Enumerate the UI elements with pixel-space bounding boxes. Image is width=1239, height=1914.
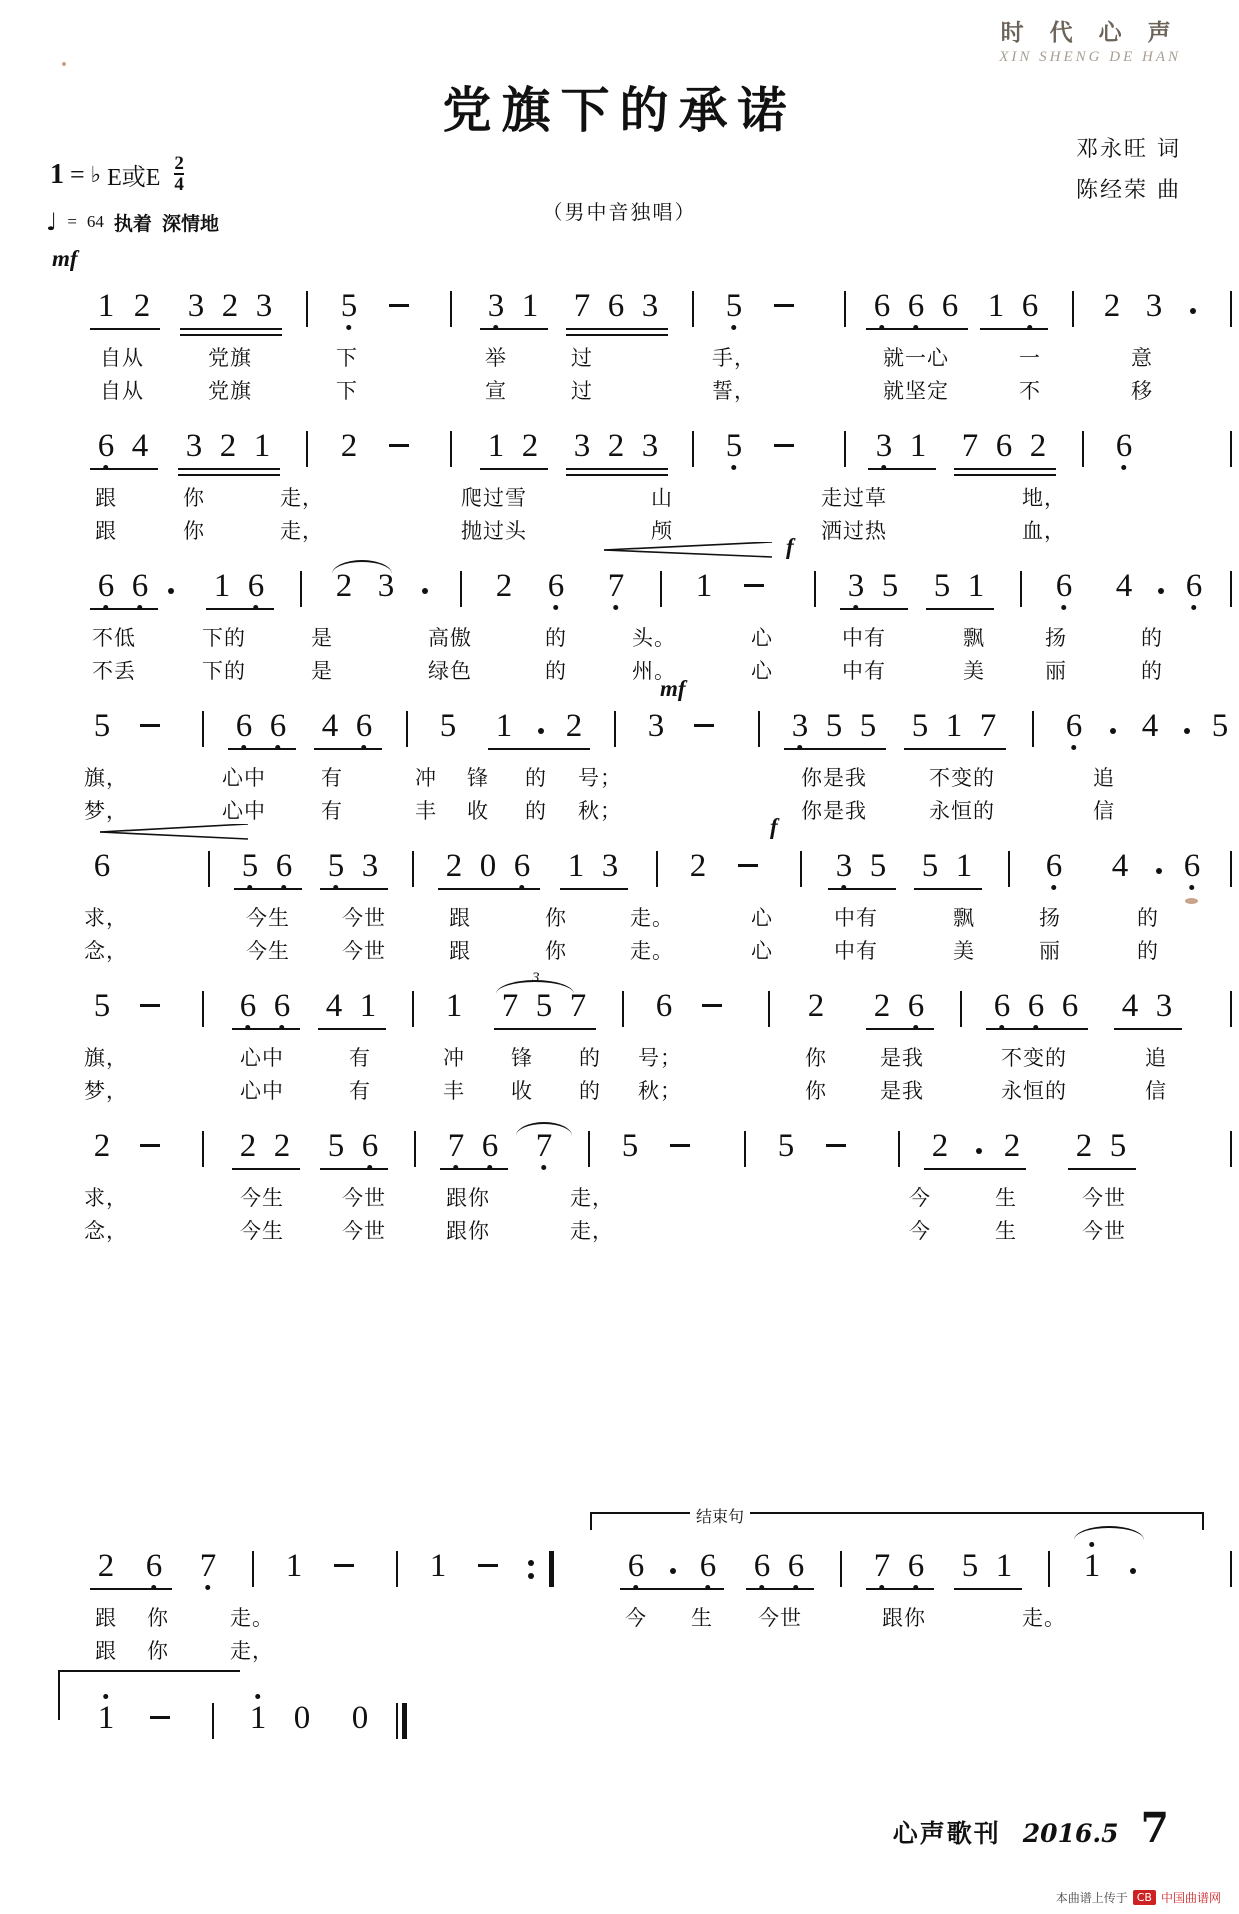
lyric-syllable: 收 <box>511 1079 533 1103</box>
lyrics-row-8a <box>44 1602 1194 1635</box>
notation-row-4: 5 6 6 4 6 5 1 2 3 3 5 5 5 1 7 6 4 5 <box>44 708 1194 762</box>
lyric-syllable: 你是我 <box>801 766 867 790</box>
lyrics-row-6a <box>44 1042 1194 1075</box>
lyric-syllable: 不丢 <box>92 659 136 683</box>
notation-row-8: 2 6 7 1 1 6 6 6 6 7 6 5 1 1 <box>44 1548 1194 1602</box>
lyric-syllable: 头。 <box>632 626 676 650</box>
lyric-syllable: 跟 <box>449 939 471 963</box>
lyric-syllable: 跟 <box>95 486 117 510</box>
lyrics-row-3a <box>44 622 1194 655</box>
meter-numerator: 2 <box>174 153 184 174</box>
lyric-syllable: 永恒的 <box>929 799 995 823</box>
lyric-syllable: 生 <box>691 1606 713 1630</box>
lyric-syllable: 走， <box>570 1186 614 1210</box>
lyric-syllable: 走， <box>230 1639 274 1663</box>
notation-row-9: 1 1 0 0 <box>44 1700 1194 1754</box>
lyric-syllable: 的 <box>1137 906 1159 930</box>
lyric-syllable: 下 <box>336 346 358 370</box>
lyric-syllable: 不变的 <box>929 766 995 790</box>
lyric-syllable: 信 <box>1145 1079 1167 1103</box>
subtitle: （男中音独唱） <box>542 200 697 224</box>
lyric-syllable: 的 <box>1141 626 1163 650</box>
lyric-syllable: 念， <box>84 1219 128 1243</box>
lyric-syllable: 意 <box>1131 346 1153 370</box>
lyric-syllable: 誓， <box>712 379 756 403</box>
lyric-syllable: 绿色 <box>428 659 472 683</box>
lyric-syllable: 心中 <box>222 799 266 823</box>
notation-row-7: 2 2 2 5 6 7 6 7 5 5 2 2 2 5 <box>44 1128 1194 1182</box>
lyric-syllable: 今生 <box>246 906 290 930</box>
lyric-syllable: 永恒的 <box>1001 1079 1067 1103</box>
lyric-syllable: 中有 <box>842 659 886 683</box>
lyric-syllable: 举 <box>485 346 507 370</box>
tempo-value: 64 <box>86 212 104 231</box>
lyric-syllable: 心中 <box>222 766 266 790</box>
lyrics-row-1b <box>44 375 1194 408</box>
lyric-syllable: 你 <box>805 1046 827 1070</box>
lyric-syllable: 跟 <box>95 1606 117 1630</box>
key-equals: = <box>70 159 85 189</box>
lyric-syllable: 地， <box>1022 486 1066 510</box>
lyrics-row-2a <box>44 482 1194 515</box>
lyric-syllable: 今世 <box>342 1186 386 1210</box>
lyric-syllable: 的 <box>545 659 567 683</box>
upload-credit-text: 本曲谱上传于 <box>1055 1891 1128 1905</box>
upload-credit <box>1056 1889 1221 1906</box>
lyric-syllable: 追 <box>1145 1046 1167 1070</box>
lyrics-row-6b <box>44 1075 1194 1108</box>
lyric-syllable: 追 <box>1093 766 1115 790</box>
expression-word-2: 深情地 <box>161 212 219 235</box>
lyric-syllable: 跟 <box>95 1639 117 1663</box>
lyric-syllable: 中有 <box>842 626 886 650</box>
lyric-syllable: 就一心 <box>883 346 949 370</box>
lyric-syllable: 扬 <box>1045 626 1067 650</box>
notation-row-5: 6 5 6 5 3 2 0 6 1 3 2 3 5 5 1 6 4 6 <box>44 848 1194 902</box>
lyric-syllable: 有 <box>349 1046 371 1070</box>
series-mark <box>999 14 1181 66</box>
lyric-syllable: 生 <box>995 1186 1017 1210</box>
site-name-link[interactable]: 中国曲谱网 <box>1160 1891 1221 1905</box>
paper-speck <box>62 62 66 66</box>
notation-row-3: 6 6 1 6 2 3 2 6 7 1 3 5 5 1 6 4 6 <box>44 568 1194 622</box>
lyric-syllable: 是 <box>311 659 333 683</box>
tempo-equals: = <box>67 212 77 231</box>
lyric-syllable: 你 <box>545 906 567 930</box>
lyric-syllable: 号； <box>578 766 622 790</box>
lyric-syllable: 走， <box>280 486 324 510</box>
lyric-syllable: 过 <box>571 346 593 370</box>
notation-row-1: 1 2 3 2 3 5 3 1 7 6 3 5 6 6 6 1 6 2 3 <box>44 288 1194 342</box>
lyric-syllable: 今世 <box>342 1219 386 1243</box>
lyric-syllable: 今世 <box>342 906 386 930</box>
lyric-syllable: 心 <box>751 906 773 930</box>
lyric-syllable: 自从 <box>100 346 144 370</box>
dynamic-f-2: f <box>770 814 778 839</box>
series-title-cn: 时 代 心 声 <box>1000 20 1180 46</box>
lyric-syllable: 求， <box>84 1186 128 1210</box>
lyrics-row-3b <box>44 655 1194 688</box>
notation-row-6: 5 6 6 4 1 1 7 5 7 6 2 2 6 6 6 6 4 3 <box>44 988 1194 1042</box>
publication-date: 2016.5 <box>1022 1819 1119 1848</box>
lyric-syllable: 党旗 <box>208 346 252 370</box>
lyric-syllable: 有 <box>321 766 343 790</box>
music-system-1 <box>44 246 1194 408</box>
lyric-syllable: 今世 <box>1082 1219 1126 1243</box>
lyric-syllable: 宣 <box>485 379 507 403</box>
lyric-syllable: 梦， <box>84 799 128 823</box>
triplet-marking: 3 <box>532 970 540 986</box>
lyric-syllable: 下 <box>336 379 358 403</box>
lyric-syllable: 就坚定 <box>883 379 949 403</box>
lyric-syllable: 有 <box>321 799 343 823</box>
lyric-syllable: 锋 <box>467 766 489 790</box>
lyric-syllable: 一 <box>1019 346 1041 370</box>
lyric-syllable: 你是我 <box>801 799 867 823</box>
music-system-8 <box>44 1548 1194 1668</box>
lyric-syllable: 求， <box>84 906 128 930</box>
lyric-syllable: 过 <box>571 379 593 403</box>
lyric-syllable: 今世 <box>1082 1186 1126 1210</box>
key-signature <box>50 155 184 194</box>
lyric-syllable: 党旗 <box>208 379 252 403</box>
series-title-pinyin: XIN SHENG DE HAN <box>999 49 1181 65</box>
lyric-syllable: 抛过头 <box>461 519 527 543</box>
page-title: 党旗下的承诺 <box>442 82 797 139</box>
lyric-syllable: 心中 <box>240 1046 284 1070</box>
lyric-syllable: 今世 <box>342 939 386 963</box>
music-system-4 <box>44 676 1229 828</box>
lyric-syllable: 信 <box>1093 799 1115 823</box>
lyric-syllable: 你 <box>545 939 567 963</box>
lyric-syllable: 爬过雪 <box>461 486 527 510</box>
lyric-syllable: 血， <box>1022 519 1066 543</box>
lyric-syllable: 秋； <box>638 1079 682 1103</box>
lyric-syllable: 心 <box>751 939 773 963</box>
lyric-syllable: 的 <box>545 626 567 650</box>
lyric-syllable: 不低 <box>92 626 136 650</box>
lyric-syllable: 跟你 <box>446 1186 490 1210</box>
lyric-syllable: 走。 <box>230 1606 274 1630</box>
coda-label: 结束句 <box>690 1504 750 1527</box>
lyric-syllable: 生 <box>995 1219 1017 1243</box>
lyric-syllable: 心 <box>751 659 773 683</box>
key-degree: 1 <box>50 158 64 190</box>
credits <box>1076 130 1181 211</box>
music-system-5 <box>44 814 1201 968</box>
lyric-syllable: 洒过热 <box>821 519 887 543</box>
lyric-syllable: 的 <box>525 766 547 790</box>
dynamic-mf-2: mf <box>660 676 686 701</box>
lyric-syllable: 有 <box>349 1079 371 1103</box>
lyric-syllable: 今生 <box>246 939 290 963</box>
lyric-syllable: 走。 <box>630 906 674 930</box>
lyric-syllable: 美 <box>963 659 985 683</box>
lyric-syllable: 是 <box>311 626 333 650</box>
lyric-syllable: 的 <box>525 799 547 823</box>
lyric-syllable: 今世 <box>758 1606 802 1630</box>
footer <box>893 1804 1169 1852</box>
lyric-syllable: 号； <box>638 1046 682 1070</box>
lyric-syllable: 的 <box>579 1046 601 1070</box>
meter-denominator: 4 <box>174 174 184 196</box>
lyric-syllable: 山 <box>651 486 673 510</box>
lyric-syllable: 自从 <box>100 379 144 403</box>
lyric-syllable: 的 <box>579 1079 601 1103</box>
lyric-syllable: 走。 <box>630 939 674 963</box>
lyric-syllable: 走过草 <box>821 486 887 510</box>
lyric-syllable: 今 <box>909 1219 931 1243</box>
lyric-syllable: 今生 <box>240 1219 284 1243</box>
lyrics-row-5b <box>44 935 1194 968</box>
lyric-syllable: 跟 <box>95 519 117 543</box>
lyric-syllable: 丰 <box>415 799 437 823</box>
lyric-syllable: 下的 <box>202 659 246 683</box>
lyric-syllable: 今 <box>909 1186 931 1210</box>
lyric-syllable: 你 <box>183 519 205 543</box>
lyric-syllable: 飘 <box>963 626 985 650</box>
lyric-syllable: 中有 <box>834 939 878 963</box>
lyric-syllable: 冲 <box>415 766 437 790</box>
page-number: 7 <box>1140 1804 1169 1852</box>
lyric-syllable: 跟你 <box>446 1219 490 1243</box>
crescendo-hairpin-1 <box>604 542 774 556</box>
lyric-syllable: 跟 <box>449 906 471 930</box>
lyrics-row-7a <box>44 1182 1194 1215</box>
music-system-2 <box>44 428 1194 548</box>
lyric-syllable: 颅 <box>651 519 673 543</box>
lyric-syllable: 你 <box>147 1606 169 1630</box>
lyric-syllable: 的 <box>1137 939 1159 963</box>
lyric-syllable: 高傲 <box>428 626 472 650</box>
lyric-syllable: 不 <box>1019 379 1041 403</box>
lyric-syllable: 梦， <box>84 1079 128 1103</box>
time-signature <box>174 155 184 194</box>
lyric-syllable: 跟你 <box>882 1606 926 1630</box>
lyrics-row-8b <box>44 1635 1194 1668</box>
lyric-syllable: 今 <box>625 1606 647 1630</box>
lyric-syllable: 丰 <box>443 1079 465 1103</box>
lyric-syllable: 收 <box>467 799 489 823</box>
lyrics-row-7b <box>44 1215 1194 1248</box>
lyric-syllable: 锋 <box>511 1046 533 1070</box>
lyric-syllable: 走。 <box>1022 1606 1066 1630</box>
composer: 陈经荣 曲 <box>1076 177 1181 203</box>
lyric-syllable: 的 <box>1141 659 1163 683</box>
lyric-syllable: 冲 <box>443 1046 465 1070</box>
lyric-syllable: 中有 <box>834 906 878 930</box>
lyrics-row-1a <box>44 342 1194 375</box>
lyric-syllable: 移 <box>1131 379 1153 403</box>
lyric-syllable: 念， <box>84 939 128 963</box>
key-value: E或E <box>107 165 161 192</box>
lyric-syllable: 丽 <box>1045 659 1067 683</box>
lyrics-row-4a <box>44 762 1194 795</box>
music-system-3 <box>44 534 1203 688</box>
lyric-syllable: 心 <box>751 626 773 650</box>
lyric-syllable: 走， <box>570 1219 614 1243</box>
lyric-syllable: 你 <box>805 1079 827 1103</box>
lyric-syllable: 你 <box>183 486 205 510</box>
lyric-syllable: 是我 <box>880 1046 924 1070</box>
lyric-syllable: 走， <box>280 519 324 543</box>
music-system-6 <box>44 970 1194 1108</box>
quarter-note-icon: ♩ <box>46 208 58 236</box>
tempo-marking <box>46 208 219 236</box>
lyric-syllable: 你 <box>147 1639 169 1663</box>
flat-symbol: ♭ <box>90 161 102 187</box>
lyric-syllable: 州。 <box>632 659 676 683</box>
lyric-syllable: 是我 <box>880 1079 924 1103</box>
lyric-syllable: 美 <box>953 939 975 963</box>
lyric-syllable: 秋； <box>578 799 622 823</box>
lyric-syllable: 手， <box>712 346 756 370</box>
dynamic-mf-1: mf <box>52 246 78 271</box>
lyrics-row-5a <box>44 902 1194 935</box>
lyric-syllable: 下的 <box>202 626 246 650</box>
lyric-syllable: 飘 <box>953 906 975 930</box>
lyricist: 邓永旺 词 <box>1076 137 1181 162</box>
lyric-syllable: 旗， <box>84 766 128 790</box>
music-system-7 <box>44 1128 1194 1248</box>
lyric-syllable: 丽 <box>1039 939 1061 963</box>
site-logo-icon: CB <box>1133 1890 1156 1905</box>
lyric-syllable: 旗， <box>84 1046 128 1070</box>
publication-name: 心声歌刊 <box>892 1819 1001 1848</box>
crescendo-hairpin-2 <box>100 824 250 838</box>
notation-row-2: 6 4 3 2 1 2 1 2 3 2 3 5 3 1 7 6 2 6 <box>44 428 1194 482</box>
music-system-9 <box>44 1700 1194 1754</box>
lyric-syllable: 今生 <box>240 1186 284 1210</box>
expression-word-1: 执着 <box>113 212 152 235</box>
lyric-syllable: 扬 <box>1039 906 1061 930</box>
lyric-syllable: 不变的 <box>1001 1046 1067 1070</box>
lyric-syllable: 心中 <box>240 1079 284 1103</box>
dynamic-f-1: f <box>786 534 794 559</box>
